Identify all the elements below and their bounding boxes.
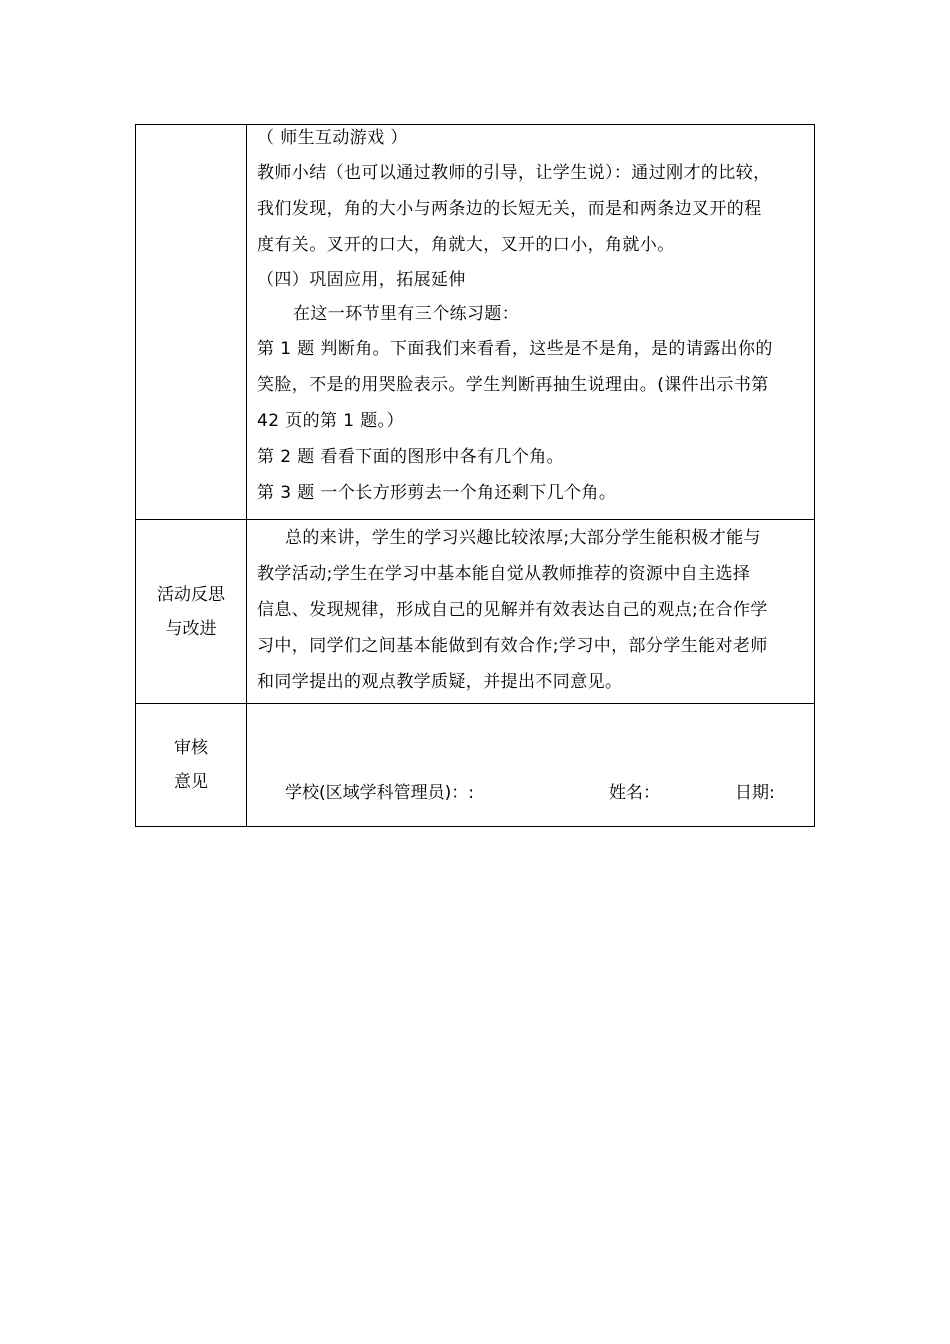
text-line: 我们发现，角的大小与两条边的长短无关，而是和两条边叉开的程: [257, 199, 762, 219]
table-row-activity: [136, 125, 815, 520]
text-line: （ 师生互动游戏 ）: [257, 128, 408, 148]
name-field-label: 姓名：: [609, 783, 660, 803]
row-label: 活动反思: [157, 584, 225, 605]
text-line: 和同学提出的观点教学质疑，并提出不同意见。: [257, 672, 623, 692]
text-line: 第 3 题 一个长方形剪去一个角还剩下几个角。: [257, 483, 617, 503]
text-line: 在这一环节里有三个练习题：: [293, 304, 520, 324]
text-line: 第 1 题 判断角。下面我们来看看，这些是不是角，是的请露出你的: [257, 339, 773, 359]
text-line: 第 2 题 看看下面的图形中各有几个角。: [257, 447, 565, 467]
lesson-plan-table: [135, 124, 815, 827]
row-label: 意见: [174, 772, 208, 792]
review-signature-line: [257, 704, 806, 826]
text-line: 教师小结（也可以通过教师的引导，让学生说）：通过刚才的比较，: [257, 163, 771, 183]
table-row-review: [136, 704, 815, 827]
text-line: 42 页的第 1 题。）: [257, 411, 404, 431]
text-line: 笑脸，不是的用哭脸表示。学生判断再抽生说理由。(课件出示书第: [257, 375, 769, 395]
text-line: 习中，同学们之间基本能做到有效合作;学习中，部分学生能对老师: [257, 636, 768, 656]
review-content-cell: [247, 704, 815, 827]
table-row-reflection: [136, 520, 815, 704]
activity-content-cell: [247, 125, 815, 520]
text-line: 教学活动;学生在学习中基本能自觉从教师推荐的资源中自主选择: [257, 564, 751, 584]
text-line: 总的来讲，学生的学习兴趣比较浓厚;大部分学生能积极才能与: [285, 528, 761, 548]
section-heading: （四）巩固应用，拓展延伸: [257, 270, 466, 290]
school-field-label: 学校(区域学科管理员)：:: [285, 783, 474, 803]
review-label-cell: [136, 704, 247, 827]
date-field-label: 日期:: [735, 783, 775, 803]
row-label: 审核: [174, 738, 208, 758]
text-line: 信息、发现规律，形成自己的见解并有效表达自己的观点;在合作学: [257, 600, 768, 620]
reflection-content-cell: [247, 520, 815, 704]
reflection-label-cell: [136, 520, 247, 704]
empty-label-cell: [136, 125, 247, 520]
text-line: 度有关。叉开的口大，角就大，叉开的口小，角就小。: [257, 235, 675, 255]
row-label: 与改进: [165, 618, 217, 639]
